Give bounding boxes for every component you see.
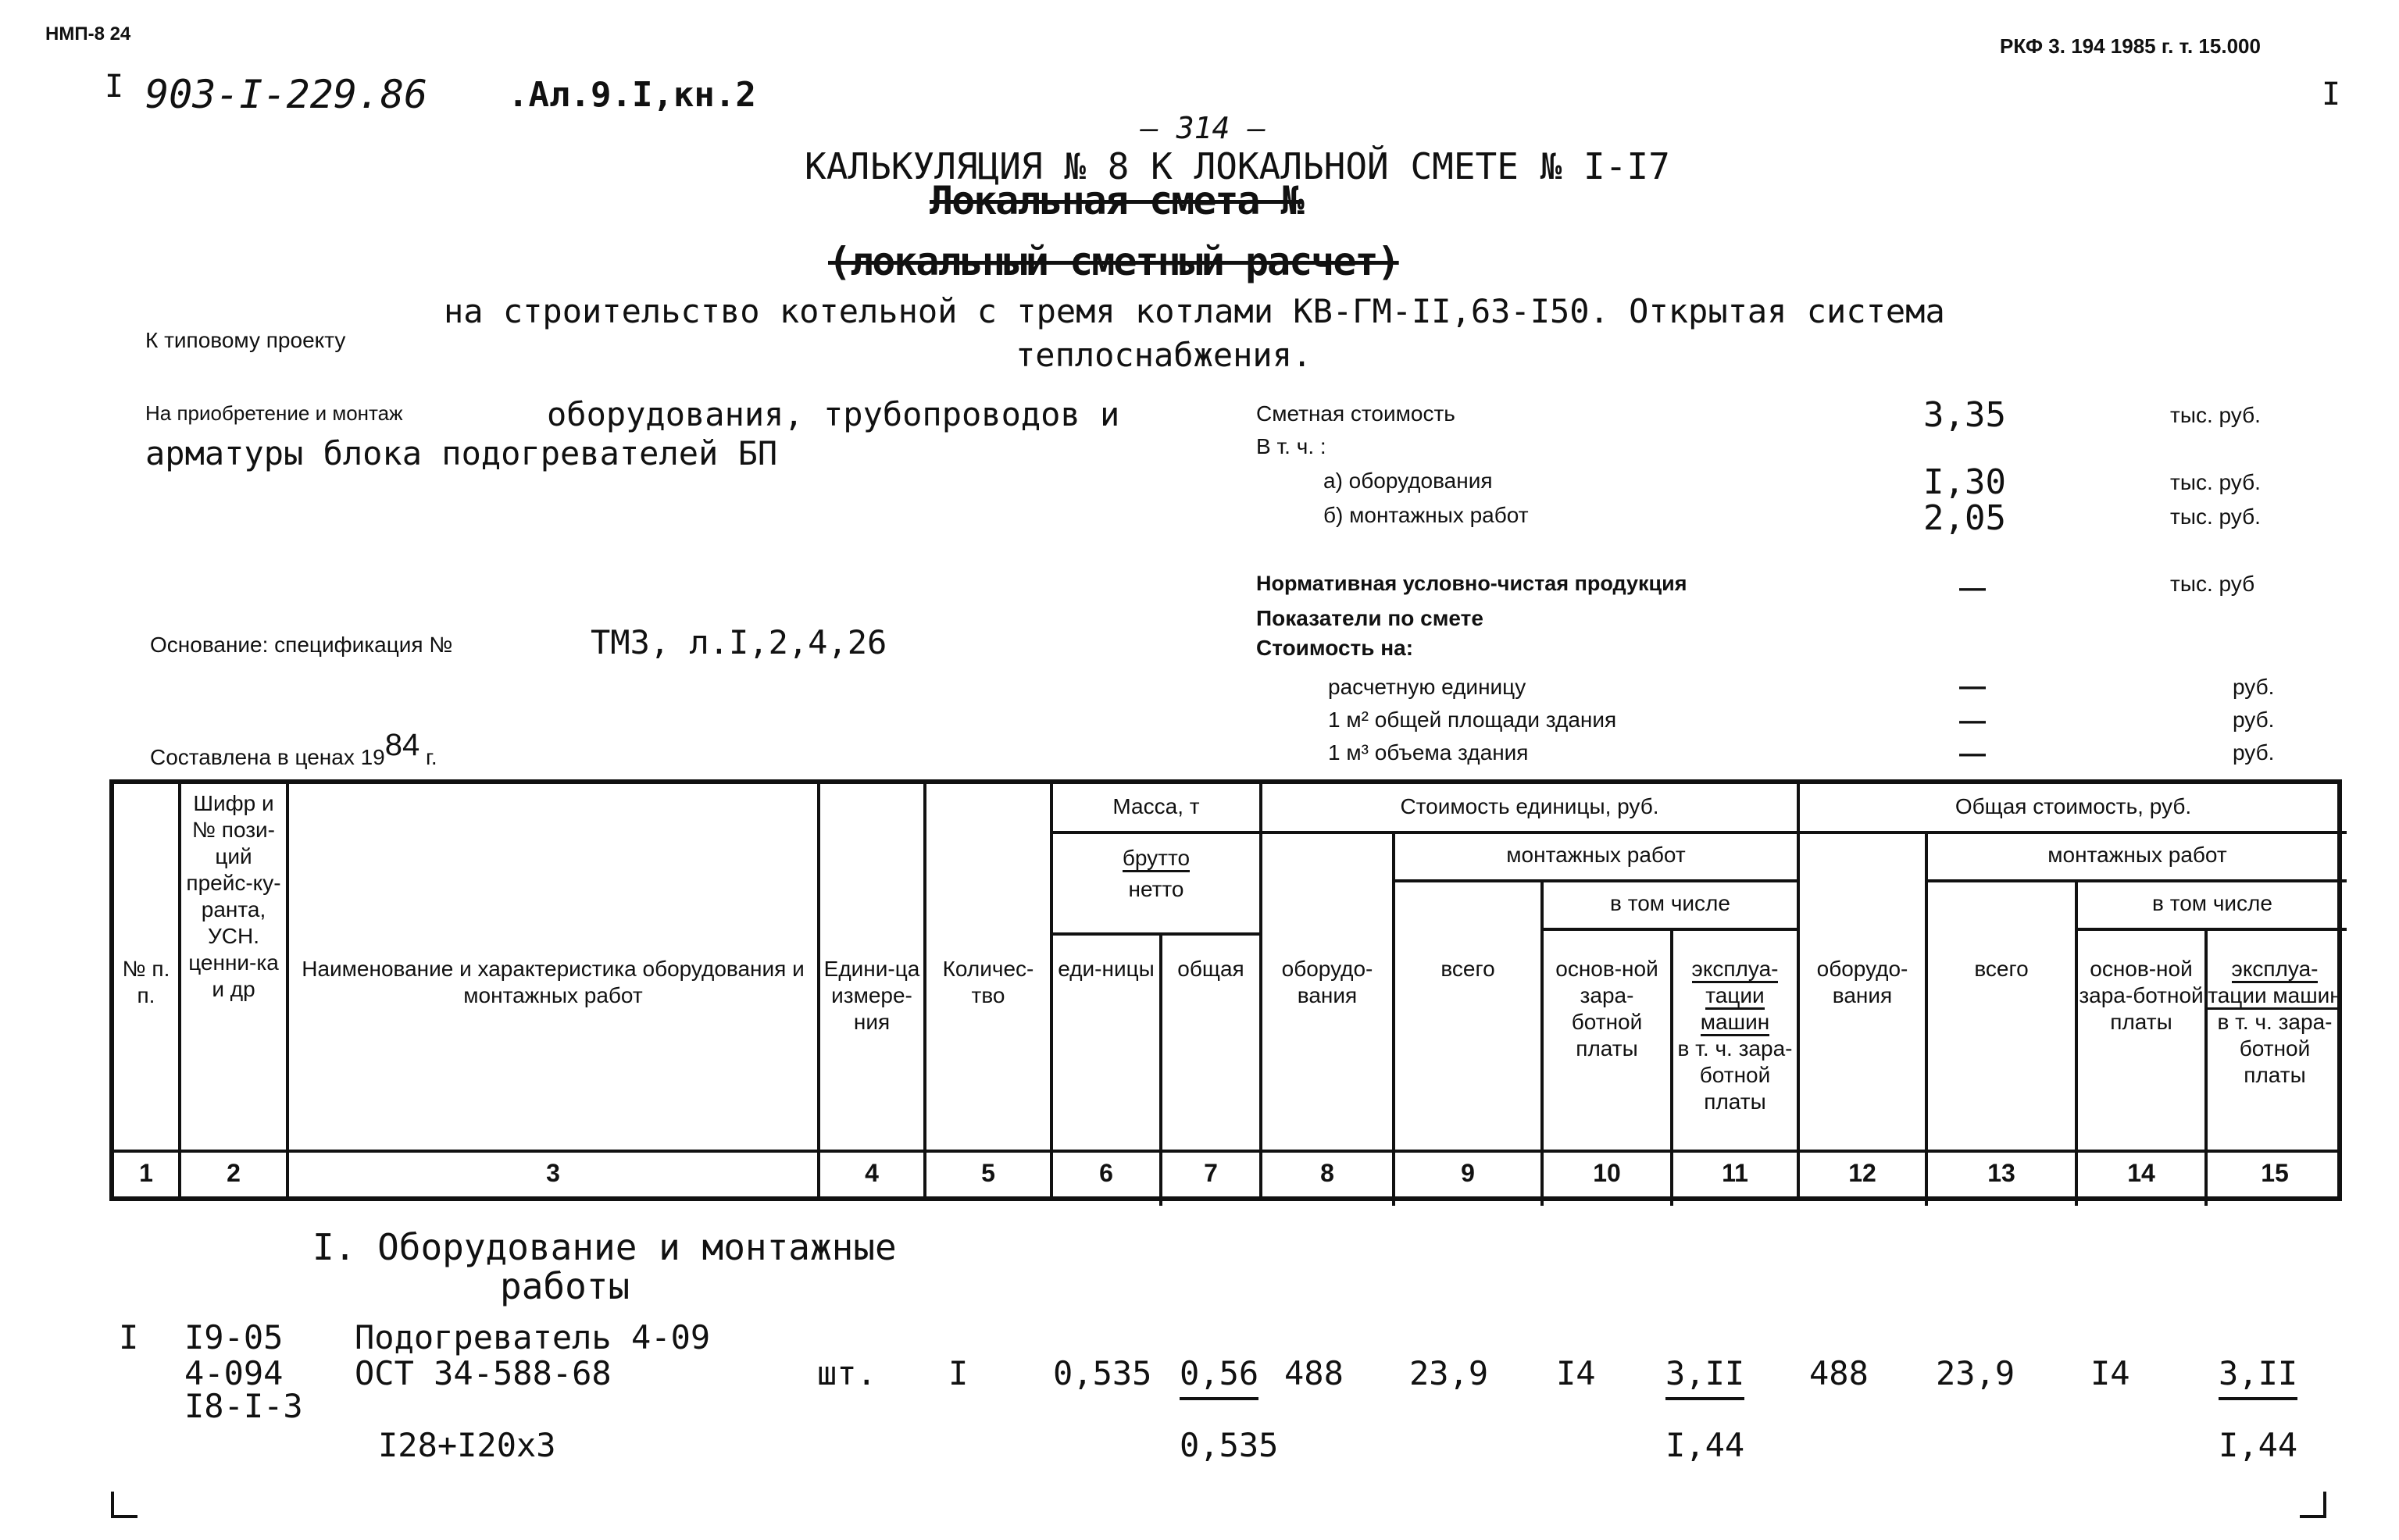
normative-value: — — [1959, 573, 1986, 603]
col-header-mass-unit: еди-ницы — [1058, 957, 1155, 981]
unit-label-2: тыс. руб. — [2170, 470, 2261, 494]
object-description-2: теплоснабжения. — [1016, 336, 1312, 374]
indicators-label: Показатели по смете — [1256, 606, 1483, 630]
per-unit-value: — — [1959, 672, 1986, 701]
equipment-cost-label: а) оборудования — [1323, 469, 1493, 493]
project-code: 903-I-229.86 — [145, 72, 428, 117]
row-name-2: ОСТ 34-588-68 — [355, 1354, 612, 1392]
col-header-unit: Едини-ца измере-ния — [823, 957, 920, 1034]
col-header-total-including: в том числе — [2152, 891, 2272, 915]
prices-label: Составлена в ценах 1984 г. — [150, 728, 437, 769]
col-header-mass: Масса, т — [1112, 794, 1200, 818]
purpose-value-2: арматуры блока подогревателей БП — [145, 434, 778, 472]
col-header-total-base-wage: основ-ной зара-ботной платы — [2079, 957, 2204, 1034]
row-equipment-unit: 488 — [1284, 1354, 1344, 1392]
row-mass-unit: 0,535 — [1053, 1354, 1152, 1392]
row-machine-unit: 3,II — [1665, 1354, 1744, 1400]
page-mark-left: I — [105, 69, 124, 105]
basis-value: ТМ3, л.I,2,4,26 — [591, 623, 887, 661]
row-mass-total-netto: 0,535 — [1180, 1426, 1279, 1464]
row-machine-wage-unit: I,44 — [1665, 1426, 1745, 1464]
document-title: КАЛЬКУЛЯЦИЯ № 8 К ЛОКАЛЬНОЙ СМЕТЕ № I-I7 — [805, 145, 1670, 187]
col-header-brutto: брутто — [1053, 845, 1259, 872]
row-mass-total-brutto: 0,56 — [1180, 1354, 1258, 1400]
corner-mark-right — [2300, 1492, 2326, 1518]
row-name-1: Подогреватель 4-09 — [355, 1318, 711, 1356]
cost-for-label: Стоимость на: — [1256, 636, 1414, 660]
per-m2-label: 1 м² общей площади здания — [1328, 708, 1617, 732]
col-header-total-installation: монтажных работ — [2047, 843, 2227, 867]
object-description: на строительство котельной с тремя котлами КВ-ГМ-II,63-I50. Открытая система — [444, 292, 1945, 330]
row-base-wage-unit: I4 — [1556, 1354, 1596, 1392]
col-header-quantity: Количес-тво — [942, 957, 1034, 1007]
purpose-label: На приобретение и монтаж — [145, 401, 403, 425]
corner-code-left: НМП-8 24 — [45, 23, 131, 45]
row-unit: шт. — [817, 1354, 876, 1392]
album-ref: .Ал.9.I,кн.2 — [508, 75, 756, 115]
row-machine-total: 3,II — [2219, 1354, 2297, 1400]
estimate-table-header — [109, 779, 2342, 1201]
row-code-3: I8-I-3 — [184, 1387, 303, 1425]
col-number: 1 — [139, 1159, 153, 1187]
row-code-2: 4-094 — [184, 1354, 284, 1392]
row-machine-wage-total: I,44 — [2219, 1426, 2298, 1464]
purpose-value-1: оборудования, трубопроводов и — [547, 395, 1120, 433]
section-title-2: работы — [500, 1265, 630, 1307]
row-base-wage-total: I4 — [2090, 1354, 2130, 1392]
col-header-total-cost: Общая стоимость, руб. — [1955, 794, 2192, 818]
col-number: 13 — [1987, 1159, 2015, 1187]
col-header-unit-total: всего — [1440, 957, 1495, 981]
col-header-unit-equipment: оборудо-вания — [1281, 957, 1373, 1007]
col-number: 8 — [1320, 1159, 1334, 1187]
row-installation-unit: 23,9 — [1409, 1354, 1489, 1392]
col-header-unit-base-wage: основ-ной зара-ботной платы — [1555, 957, 1658, 1061]
col-header-unit-cost: Стоимость единицы, руб. — [1400, 794, 1659, 818]
col-header-mass-total: общая — [1177, 957, 1244, 981]
struck-title: Локальная смета № — [930, 178, 1303, 223]
unit-label-3: тыс. руб. — [2170, 504, 2261, 529]
row-code-1: I9-05 — [184, 1318, 284, 1356]
normative-unit: тыс. руб — [2170, 572, 2255, 596]
col-header-unit-machine: эксплуа-тации машин в т. ч. зара-ботной платы — [1677, 957, 1793, 1114]
unit-label-1: тыс. руб. — [2170, 403, 2261, 427]
rub-label-3: руб. — [2233, 740, 2275, 765]
col-number: 15 — [2261, 1159, 2289, 1187]
col-number: 2 — [227, 1159, 241, 1187]
col-number: 5 — [981, 1159, 995, 1187]
per-m3-value: — — [1959, 739, 1986, 768]
col-number: 9 — [1461, 1159, 1475, 1187]
section-title: I. Оборудование и монтажные — [312, 1226, 897, 1268]
row-number: I — [119, 1318, 139, 1356]
col-number: 7 — [1204, 1159, 1218, 1187]
col-number: 11 — [1722, 1159, 1748, 1187]
col-header-code: Шифр и № пози-ций прейс-ку-ранта, УСН. ценни-ка и др — [186, 791, 281, 1001]
row-quantity: I — [948, 1354, 969, 1392]
normative-label: Нормативная условно-чистая продукция — [1256, 572, 1687, 595]
page-number: — 314 — — [1141, 111, 1266, 145]
col-number: 3 — [546, 1159, 560, 1187]
row-installation-total: 23,9 — [1936, 1354, 2015, 1392]
per-m2-value: — — [1959, 706, 1986, 736]
col-number: 6 — [1099, 1159, 1113, 1187]
corner-code-right: РКФ 3. 194 1985 г. т. 15.000 — [2000, 34, 2261, 58]
col-header-total-equipment: оборудо-вания — [1816, 957, 1908, 1007]
row-name-3: I28+I20х3 — [378, 1426, 556, 1464]
col-header-number: № п. п. — [122, 957, 170, 1007]
installation-cost-label: б) монтажных работ — [1323, 503, 1529, 527]
basis-label: Основание: спецификация № — [150, 633, 453, 657]
col-header-netto: нетто — [1128, 877, 1184, 901]
per-m3-label: 1 м³ объема здания — [1328, 740, 1529, 765]
col-header-total-all: всего — [1974, 957, 2029, 981]
corner-mark-left — [111, 1492, 137, 1518]
estimated-cost-label: Сметная стоимость — [1256, 401, 1455, 426]
page-mark-right: I — [2322, 77, 2341, 112]
col-number: 12 — [1848, 1159, 1876, 1187]
col-header-unit-installation: монтажных работ — [1506, 843, 1686, 867]
col-header-name: Наименование и характеристика оборудования и монтажных работ — [302, 957, 805, 1007]
row-equipment-total: 488 — [1809, 1354, 1869, 1392]
rub-label-2: руб. — [2233, 708, 2275, 732]
struck-subtitle: (локальный сметный расчет) — [828, 239, 1399, 284]
col-number: 4 — [865, 1159, 879, 1187]
estimated-cost-value: 3,35 — [1923, 395, 2006, 435]
installation-cost-value: 2,05 — [1923, 498, 2006, 538]
col-number: 10 — [1593, 1159, 1621, 1187]
col-header-unit-including: в том числе — [1610, 891, 1730, 915]
to-project-label: К типовому проекту — [145, 328, 346, 352]
prices-year: 84 — [384, 728, 420, 762]
including-label: В т. ч. : — [1256, 434, 1326, 458]
rub-label-1: руб. — [2233, 675, 2275, 699]
equipment-cost-value: I,30 — [1923, 462, 2006, 502]
col-header-total-machine: эксплуа-тации машин в т. ч. зара-ботной платы — [2208, 957, 2342, 1087]
col-number: 14 — [2127, 1159, 2155, 1187]
per-unit-label: расчетную единицу — [1328, 675, 1526, 699]
